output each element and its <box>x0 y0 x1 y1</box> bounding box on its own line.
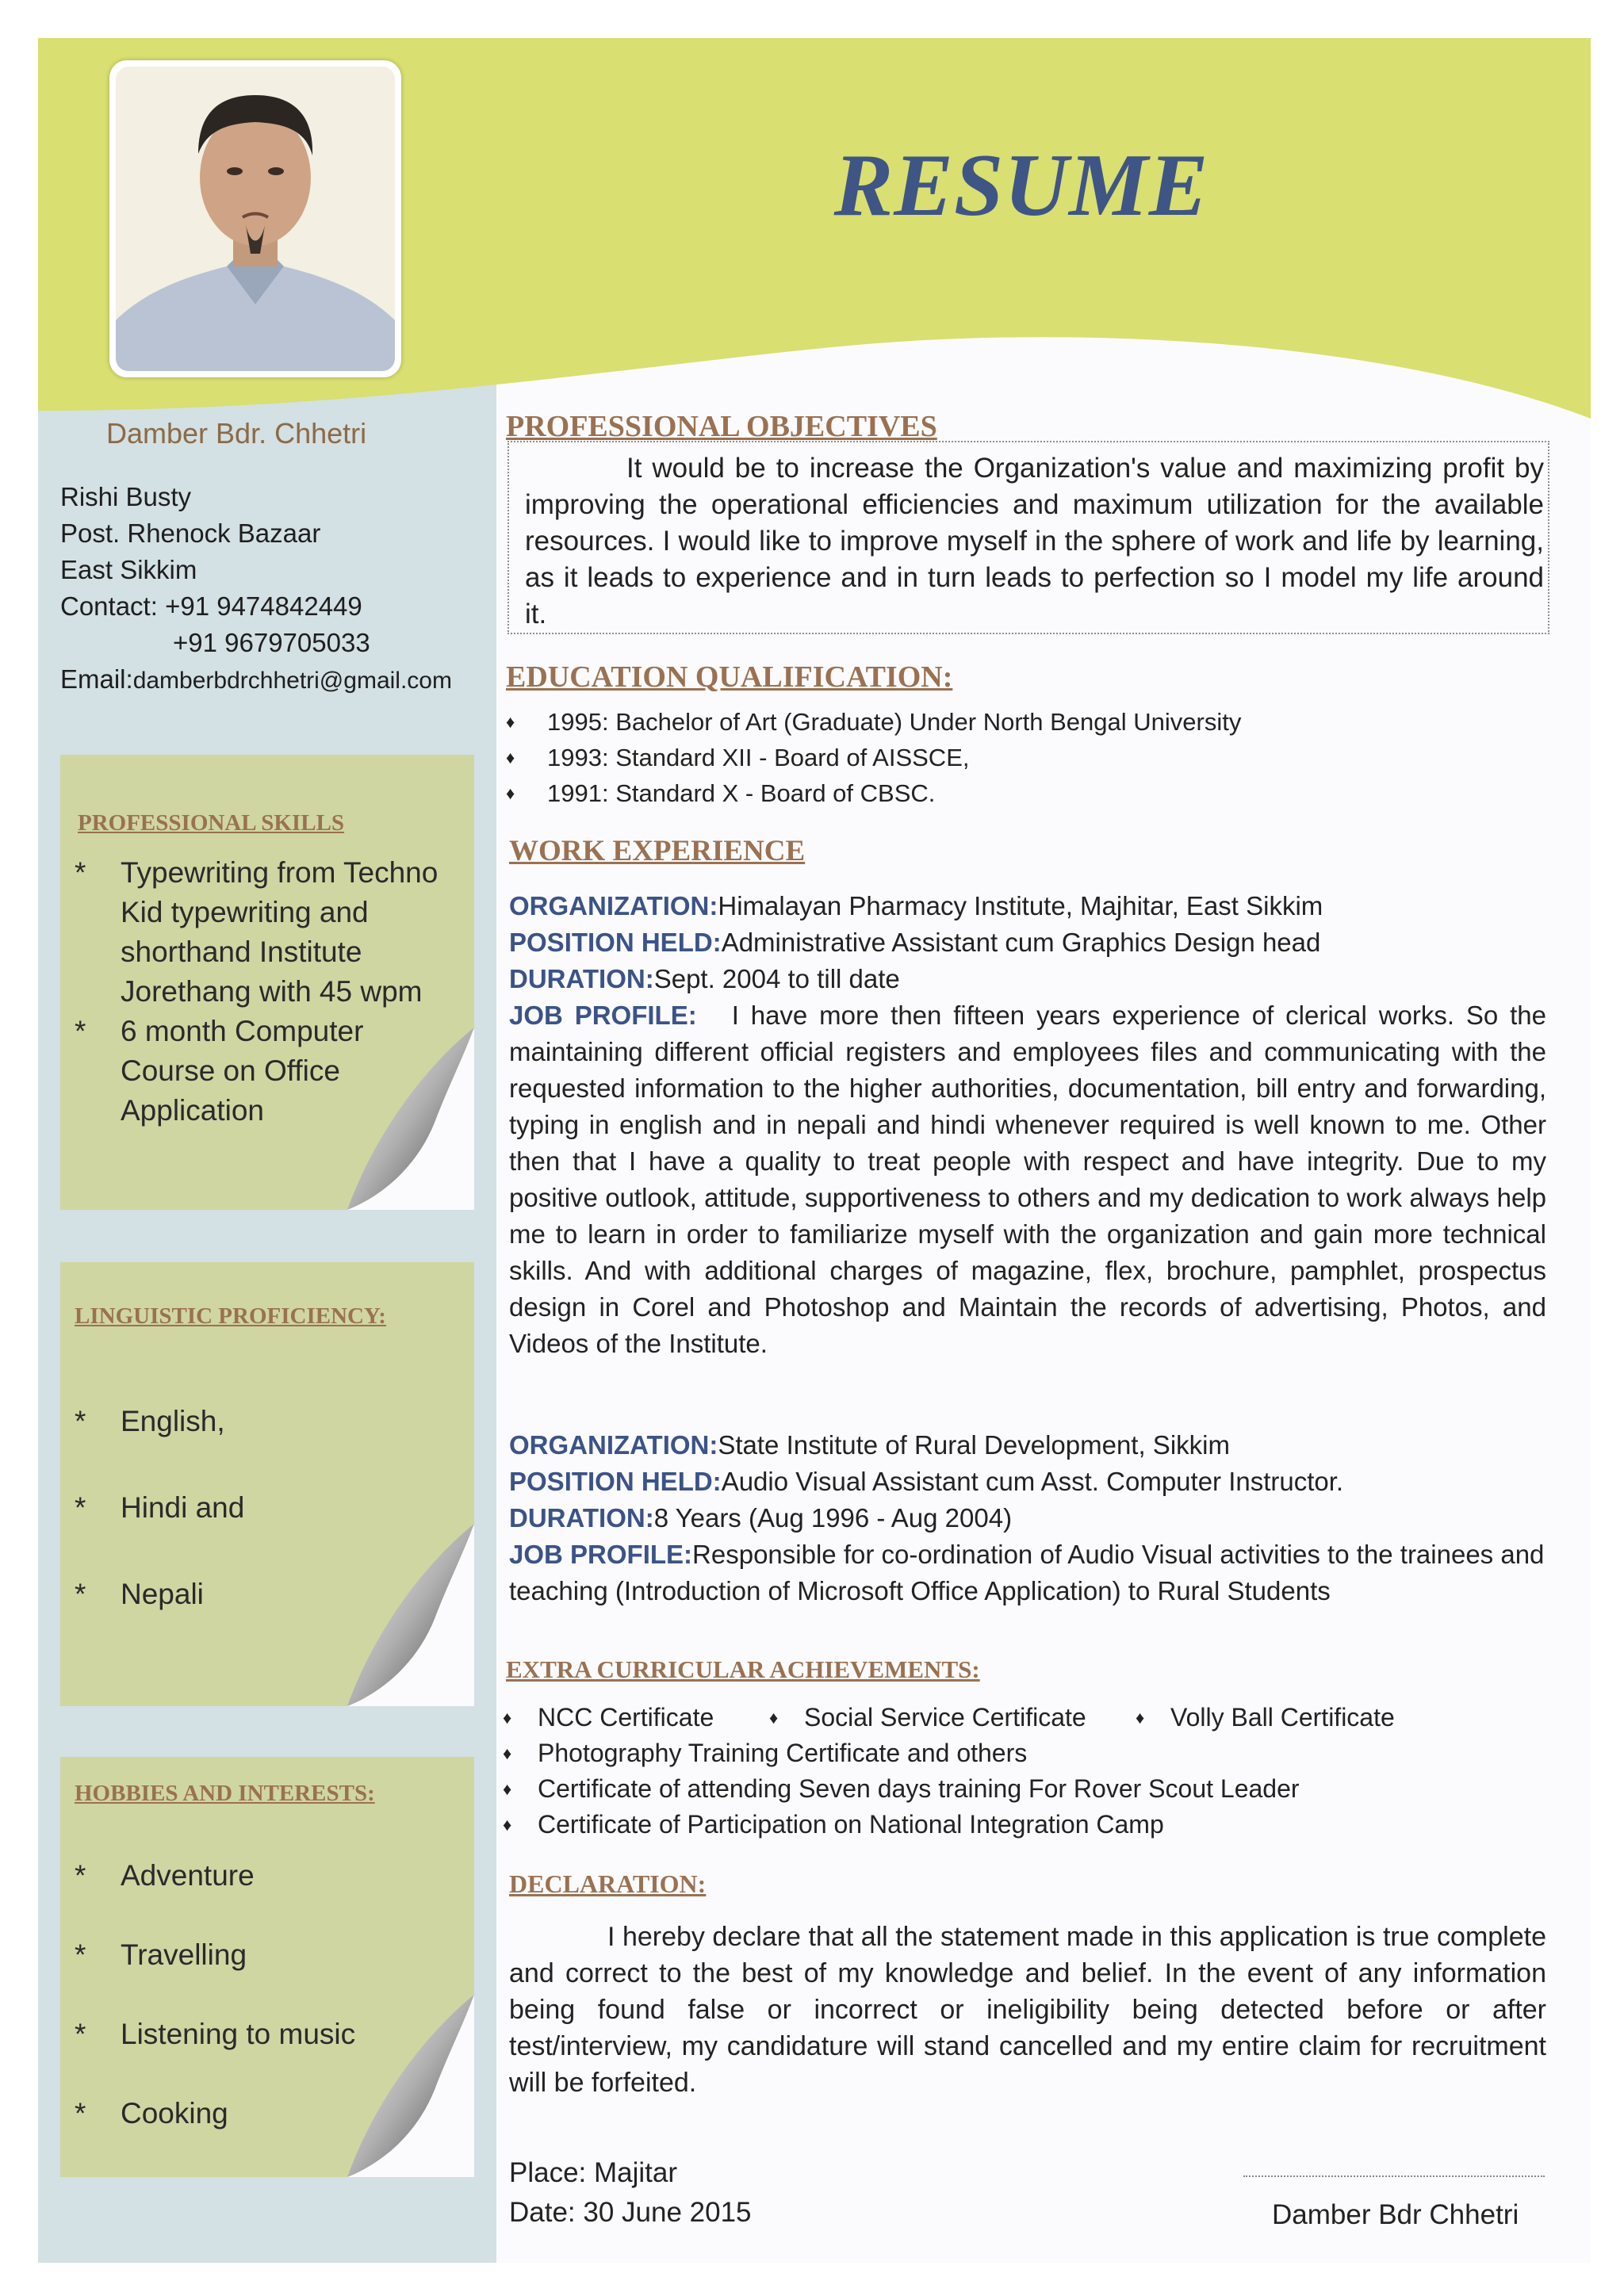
phone-number-2: +91 9679705033 <box>173 628 370 657</box>
skill-text: Typewriting from Techno Kid typewriting and shorthand Institute Jorethang with 45 wpm <box>121 856 439 1008</box>
page-curl-icon <box>316 1027 474 1210</box>
list-item: * Nepali <box>75 1551 455 1637</box>
list-item: ♦ 1991: Standard X - Board of CBSC. <box>506 775 1241 811</box>
phone-line <box>60 588 452 625</box>
work-title: WORK EXPERIENCE <box>509 835 806 867</box>
list-item: * Adventure <box>75 1836 455 1915</box>
objectives-box <box>508 441 1549 634</box>
page-curl-icon <box>316 1524 474 1706</box>
job-entry-1 <box>509 888 1546 1362</box>
languages-panel <box>60 1262 474 1706</box>
extra-text: Photography Training Certificate and others <box>538 1739 1028 1767</box>
portrait-image <box>116 67 395 371</box>
education-title: EDUCATION QUALIFICATION: <box>506 660 953 694</box>
list-item: ♦ NCC Certificate ♦ Social Service Certificate ♦ Volly Ball Certificate <box>503 1700 1395 1735</box>
objectives-title: PROFESSIONAL OBJECTIVES <box>506 410 937 443</box>
address-line: East Sikkim <box>60 555 197 584</box>
objectives-text: It would be to increase the Organization's value and maximizing profit by improving the operational efficiencies and maximum utilization for the available resources. I would like to improve myself in the sphere of work and life by learning, as it leads to experience and in turn leads to perfection so I model my life around it. <box>525 453 1544 629</box>
hobbies-panel <box>60 1757 474 2177</box>
list-item: ♦ Certificate of Participation on National Integration Camp <box>503 1807 1395 1843</box>
job-entry-2 <box>509 1427 1546 1609</box>
list-item: * English, <box>75 1378 455 1464</box>
organization-value: Himalayan Pharmacy Institute, Majhitar, East Sikkim <box>718 891 1323 920</box>
date-text: Date: 30 June 2015 <box>509 2197 752 2228</box>
organization-line: ORGANIZATION:State Institute of Rural Development, Sikkim <box>509 1430 1230 1460</box>
signature-line <box>1243 2175 1545 2177</box>
list-item: * Hindi and <box>75 1464 455 1551</box>
education-text: 1995: Bachelor of Art (Graduate) Under North Bengal University <box>547 708 1242 736</box>
list-item: * Typewriting from Techno Kid typewriting and shorthand Institute Jorethang with 45 wpm <box>75 853 455 1012</box>
page-curl-icon <box>316 1995 474 2177</box>
language-text: Nepali <box>121 1578 204 1610</box>
address-line: Rishi Busty <box>60 482 192 511</box>
language-text: Hindi and <box>121 1491 245 1524</box>
extra-list <box>503 1700 1395 1843</box>
phone-number: +91 9474842449 <box>165 591 362 621</box>
education-text: 1991: Standard X - Board of CBSC. <box>547 779 936 807</box>
list-item: * Travelling <box>75 1915 455 1995</box>
hobby-text: Listening to music <box>121 2018 356 2050</box>
job-profile-text: I have more then fifteen years experience of clerical works. So the maintaining different official registers and employees files and communicating with the requested information to the higher authorities, documentation, bill entry and forwarding, typing in english and in nepali and hindi whenever required is well known to me. Other then that I have a quality to treat people with respect and have integrity. Due to my positive outlook, attitude, supportiveness to others and my dedication to work always help me to learn in order to familiarize myself with the organization and gain more technical skills. And with additional charges of magazine, flex, brochure, pamphlet, prospectus design in Corel and Photoshop and Maintain the records of advertising, Photos, and Videos of the Institute. <box>509 1001 1546 1358</box>
signature-name: Damber Bdr Chhetri <box>1272 2199 1519 2230</box>
list-item: ♦ 1993: Standard XII - Board of AISSCE, <box>506 740 1241 775</box>
email-line <box>60 661 452 699</box>
extra-text: Certificate of attending Seven days training For Rover Scout Leader <box>538 1774 1300 1803</box>
position-value: Audio Visual Assistant cum Asst. Computer Instructor. <box>721 1467 1344 1496</box>
skills-panel <box>60 755 474 1210</box>
skills-title: PROFESSIONAL SKILLS <box>78 810 345 836</box>
position-line: POSITION HELD:Audio Visual Assistant cum Asst. Computer Instructor. <box>509 1467 1344 1496</box>
list-item: ♦ 1995: Bachelor of Art (Graduate) Under North Bengal University <box>506 704 1241 740</box>
position-line: POSITION HELD:Administrative Assistant cum Graphics Design head <box>509 928 1321 957</box>
place-text: Place: Majitar <box>509 2157 678 2188</box>
profile-photo <box>109 60 401 377</box>
languages-title: LINGUISTIC PROFICIENCY: <box>75 1303 386 1329</box>
position-value: Administrative Assistant cum Graphics Design head <box>721 928 1321 957</box>
email-label: Email: <box>60 664 133 694</box>
declaration-title: DECLARATION: <box>509 1869 707 1898</box>
duration-value: Sept. 2004 to till date <box>653 964 900 993</box>
education-text: 1993: Standard XII - Board of AISSCE, <box>547 744 970 771</box>
hobby-text: Adventure <box>121 1859 255 1892</box>
resume-title: RESUME <box>833 136 1209 235</box>
declaration-text: I hereby declare that all the statement made in this application is true complete and correct to the best of my knowledge and belief. In the event of any information being found false or incorrect or ineligibility being detected before or after test/interview, my candidature will stand cancelled and my entire claim for recruitment will be forfeited. <box>509 1922 1546 2098</box>
list-item: ♦ Photography Training Certificate and others <box>503 1735 1395 1771</box>
place-date-block <box>509 2153 752 2233</box>
job-profile: JOB PROFILE: I have more then fifteen years experience of clerical works. So the maintaining different official registers and employees files and communicating with the requested information to the higher authorities, documentation, bill entry and forwarding, typing in english and in nepali and hindi whenever required is well known to me. Other then that I have a quality to treat people with respect and have integrity. Due to my positive outlook, attitude, supportiveness to others and my dedication to work always help me to learn in order to familiarize myself with the organization and gain more technical skills. And with additional charges of magazine, flex, brochure, pamphlet, prospectus design in Corel and Photoshop and Maintain the records of advertising, Photos, and Videos of the Institute. <box>509 1001 1546 1358</box>
duration-line: DURATION:Sept. 2004 to till date <box>509 964 900 993</box>
hobby-text: Travelling <box>121 1938 247 1971</box>
job-profile-text: Responsible for co-ordination of Audio Visual activities to the trainees and teaching (Introduction of Microsoft Office Application) to Rural Students <box>509 1540 1545 1605</box>
extra-title: EXTRA CURRICULAR ACHIEVEMENTS: <box>506 1655 980 1683</box>
list-item: ♦ Certificate of attending Seven days training For Rover Scout Leader <box>503 1771 1395 1807</box>
organization-line: ORGANIZATION:Himalayan Pharmacy Institute, Majhitar, East Sikkim <box>509 891 1323 920</box>
extra-text: NCC Certificate <box>538 1703 714 1732</box>
contact-label: Contact: <box>60 591 158 621</box>
extra-text: Certificate of Participation on National Integration Camp <box>538 1810 1164 1839</box>
resume-page <box>38 38 1591 2263</box>
extra-text: Volly Ball Certificate <box>1170 1703 1395 1732</box>
hobbies-title: HOBBIES AND INTERESTS: <box>75 1781 375 1806</box>
list-item: * Listening to music <box>75 1995 455 2074</box>
job-profile: JOB PROFILE:Responsible for co-ordination of Audio Visual activities to the trainees and teaching (Introduction of Microsoft Office Application) to Rural Students <box>509 1540 1545 1605</box>
organization-value: State Institute of Rural Development, Sikkim <box>718 1430 1230 1460</box>
duration-line: DURATION:8 Years (Aug 1996 - Aug 2004) <box>509 1503 1013 1533</box>
hobby-text: Cooking <box>121 2097 228 2130</box>
address-line: Post. Rhenock Bazaar <box>60 519 321 548</box>
education-list <box>506 704 1241 811</box>
list-item: * Cooking <box>75 2074 455 2153</box>
list-item: * 6 month Computer Course on Office Application <box>75 1012 455 1131</box>
extra-text: Social Service Certificate <box>804 1703 1086 1732</box>
duration-value: 8 Years (Aug 1996 - Aug 2004) <box>653 1503 1013 1533</box>
contact-block <box>60 479 452 699</box>
candidate-name: Damber Bdr. Chhetri <box>106 417 367 450</box>
language-text: English, <box>121 1405 225 1437</box>
email-address: damberbdrchhetri@gmail.com <box>132 668 452 694</box>
skill-text: 6 month Computer Course on Office Application <box>121 1015 364 1127</box>
